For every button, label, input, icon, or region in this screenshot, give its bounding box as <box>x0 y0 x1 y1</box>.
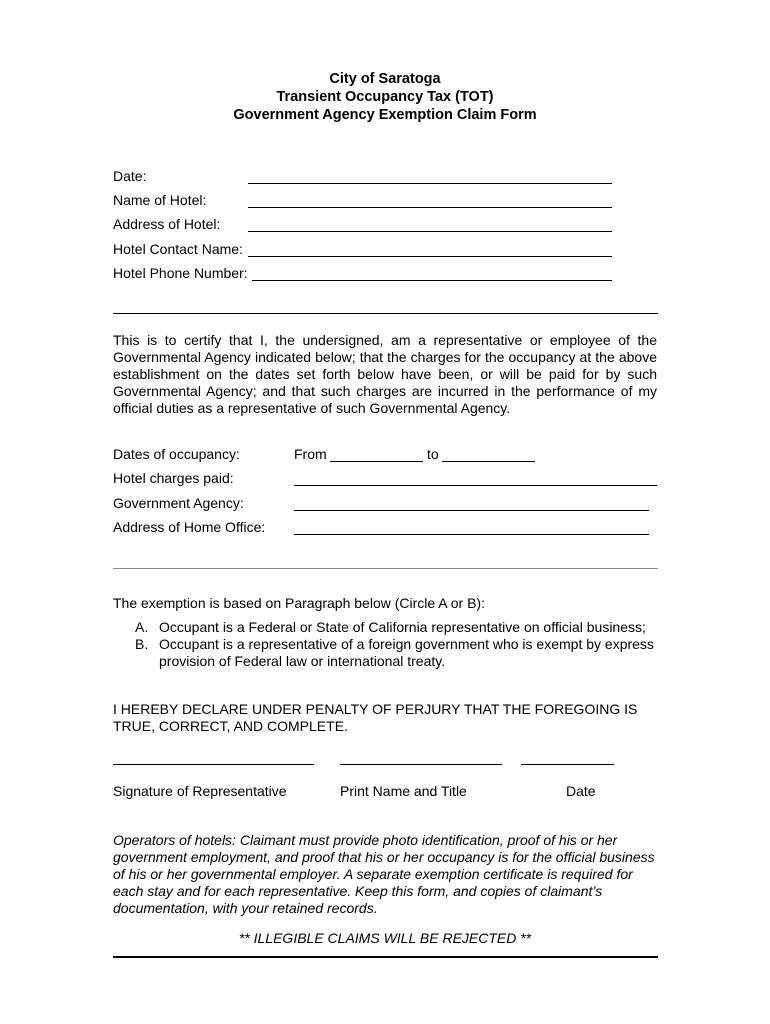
government-agency-label: Government Agency: <box>113 495 244 511</box>
to-label: to <box>427 446 439 462</box>
from-label: From <box>294 446 327 462</box>
hotel-address-label: Address of Hotel: <box>113 216 221 232</box>
hotel-charges-label: Hotel charges paid: <box>113 470 234 486</box>
hotel-contact-field[interactable] <box>248 256 612 257</box>
date-to-field[interactable] <box>442 461 535 462</box>
operator-note: Operators of hotels: Claimant must provide photo identification, proof of his or her government employment, and proof that his or her occupancy is for the official business of his or her governmental employer. A separate exemption certificate is required for each stay and for each representative. Keep this form, and copies of claimant’s documentation, with your retained records. <box>113 832 655 916</box>
exemption-option-b[interactable] <box>113 636 673 670</box>
home-office-field[interactable] <box>294 534 649 535</box>
exemption-option-a[interactable] <box>113 619 673 636</box>
dates-occupancy-label: Dates of occupancy: <box>113 446 240 462</box>
footer-divider <box>113 956 658 958</box>
print-name-field[interactable] <box>340 764 502 765</box>
print-name-label: Print Name and Title <box>340 783 467 799</box>
perjury-declaration: I HEREBY DECLARE UNDER PENALTY OF PERJURY THAT THE FOREGOING IS TRUE, CORRECT, AND COMPLETE. <box>113 701 638 734</box>
option-text: Occupant is a Federal or State of California representative on official business; <box>159 619 646 635</box>
hotel-charges-field[interactable] <box>294 485 657 486</box>
exemption-list <box>113 619 673 670</box>
tax-title: Transient Occupancy Tax (TOT) <box>276 89 494 105</box>
date-label: Date: <box>113 168 147 184</box>
signature-date-label: Date <box>566 783 596 799</box>
form-title: Government Agency Exemption Claim Form <box>233 107 537 123</box>
signature-date-field[interactable] <box>521 764 614 765</box>
option-text: Occupant is a representative of a foreign government who is exempt by express provision of Federal law or international treaty. <box>159 636 654 669</box>
section-divider <box>113 313 658 314</box>
exemption-intro: The exemption is based on Paragraph below (Circle A or B): <box>113 595 485 611</box>
illegible-warning: ** ILLEGIBLE CLAIMS WILL BE REJECTED ** <box>238 930 532 946</box>
hotel-name-label: Name of Hotel: <box>113 192 207 208</box>
signature-field[interactable] <box>113 764 314 765</box>
option-marker: B. <box>135 636 149 652</box>
signature-label: Signature of Representative <box>113 783 287 799</box>
certification-paragraph: This is to certify that I, the undersigned, am a representative or employee of the Governmental Agency indicated below; that the charges for the occupancy at the above establishment on the dates set forth below have been, or will be paid for by such Governmental Agency; and that such charges are incurred in the performance of my official duties as a representative of such Governmental Agency. <box>113 332 657 416</box>
option-marker: A. <box>135 619 149 635</box>
date-from-field[interactable] <box>330 461 423 462</box>
hotel-name-field[interactable] <box>248 207 612 208</box>
city-title: City of Saratoga <box>329 71 441 87</box>
date-field[interactable] <box>248 183 612 184</box>
government-agency-field[interactable] <box>294 510 649 511</box>
home-office-label: Address of Home Office: <box>113 519 266 535</box>
hotel-contact-label: Hotel Contact Name: <box>113 241 243 257</box>
section-divider-2 <box>113 568 658 569</box>
hotel-address-field[interactable] <box>248 231 612 232</box>
hotel-phone-field[interactable] <box>252 280 612 281</box>
hotel-phone-label: Hotel Phone Number: <box>113 265 248 281</box>
